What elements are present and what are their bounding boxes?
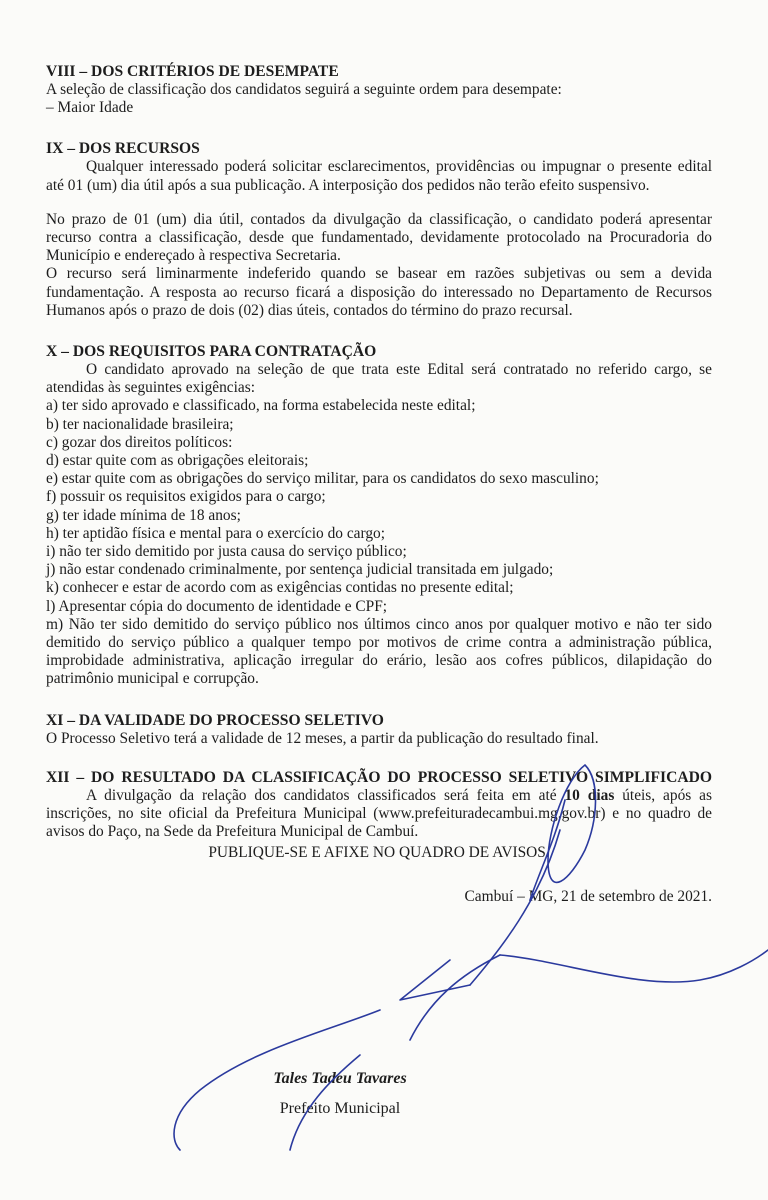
list-item: a) ter sido aprovado e classificado, na forma estabelecida neste edital; (46, 397, 476, 415)
section-requirements (46, 342, 712, 689)
section-heading: XII – DO RESULTADO DA CLASSIFICAÇÃO DO PROCESSO SELETIVO SIMPLIFICADO (46, 768, 712, 786)
paragraph (46, 787, 712, 842)
paragraph: A seleção de classificação dos candidatos seguirá a seguinte ordem para desempate: (46, 81, 562, 98)
list-item: f) possuir os requisitos exigidos para o cargo; (46, 488, 326, 506)
section-appeals (46, 139, 712, 320)
date-line: Cambuí – MG, 21 de setembro de 2021. (464, 887, 712, 905)
list-item: e) estar quite com as obrigações do serviço militar, para os candidatos do sexo masculino; (46, 470, 599, 488)
section-validity (46, 711, 712, 748)
paragraph: O recurso será liminarmente indeferido quando se basear em razões subjetivas ou sem a devida fundamentação. A resposta ao recurso ficará a disposição do interessado no Departamento de Recursos Humanos após o prazo de dois (02) dias úteis, contados do término do prazo recursal. (46, 265, 712, 319)
signer-role: Prefeito Municipal (279, 1100, 401, 1117)
list-item: j) não estar condenado criminalmente, por sentença judicial transitada em julgado; (46, 561, 554, 579)
section-result (46, 768, 712, 906)
list-item: k) conhecer e estar de acordo com as exigências contidas no presente edital; (46, 579, 514, 597)
section-heading: VIII – DOS CRITÉRIOS DE DESEMPATE (46, 63, 339, 80)
list-item: m) Não ter sido demitido do serviço público nos últimos cinco anos por qualquer motivo e não ter sido demitido do serviço público a qualquer tempo por motivos de crime contra a administração pública, improbidade administrativa, aplicação irregular do erário, lesão aos cofres públicos, dilapidação do patrimônio municipal e corrupção. (46, 615, 712, 688)
list-item: g) ter idade mínima de 18 anos; (46, 506, 241, 524)
document-page (46, 62, 712, 906)
list-item: b) ter nacionalidade brasileira; (46, 415, 234, 433)
section-heading: IX – DOS RECURSOS (46, 140, 200, 158)
list-item: i) não ter sido demitido por justa causa do serviço público; (46, 543, 407, 561)
section-heading: X – DOS REQUISITOS PARA CONTRATAÇÃO (46, 343, 377, 361)
paragraph: – Maior Idade (46, 99, 134, 117)
list-item: c) gozar dos direitos políticos: (46, 433, 233, 451)
text-run: úteis, após as inscrições, no site oficial da Prefeitura Municipal (www.prefeituradecambui.mg.gov.br) e no quadro de avisos do Paço, na Sede da Prefeitura Municipal de Cambuí. (46, 786, 712, 841)
list-item: l) Apresentar cópia do documento de identidade e CPF; (46, 597, 388, 615)
bold-text: 10 dias (564, 786, 615, 804)
signer-name: Tales Tadeu Tavares (273, 1070, 407, 1087)
signature-block (210, 1070, 470, 1118)
paragraph: O Processo Seletivo terá a validade de 12 meses, a partir da publicação do resultado final. (46, 729, 599, 747)
paragraph: Qualquer interessado poderá solicitar esclarecimentos, providências ou impugnar o presente edital até 01 (um) dia útil após a sua publicação. A interposição dos pedidos não terão efeito suspensivo. (46, 158, 712, 194)
paragraph: No prazo de 01 (um) dia útil, contados da divulgação da classificação, o candidato poderá apresentar recurso contra a classificação, desde que fundamentado, devidamente protocolado na Procuradoria do Município e endereçado à respectiva Secretaria. (46, 210, 712, 265)
list-item: d) estar quite com as obrigações eleitorais; (46, 452, 309, 470)
list-item: h) ter aptidão física e mental para o exercício do cargo; (46, 524, 386, 542)
section-heading: XI – DA VALIDADE DO PROCESSO SELETIVO (46, 711, 384, 729)
text-run: A divulgação da relação dos candidatos classificados será feita em até (86, 786, 565, 804)
publish-notice: PUBLIQUE-SE E AFIXE NO QUADRO DE AVISOS. (208, 843, 550, 861)
section-tiebreak (46, 62, 712, 117)
paragraph: O candidato aprovado na seleção de que trata este Edital será contratado no referido cargo, se atendidas às seguintes exigências: (46, 361, 712, 397)
